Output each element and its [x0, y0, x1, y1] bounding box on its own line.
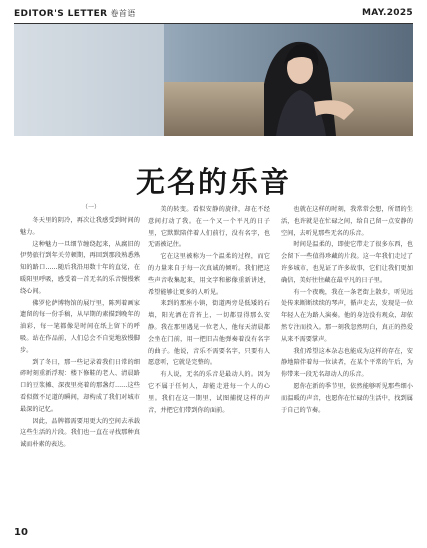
issue-date: MAY.2025 — [362, 8, 413, 18]
paragraph: 时间是温柔的，即使它带走了很多东西，也会留下一些值得珍藏的片段。这一年我们走过了许多城市，也见证了许多故事，它们让我们更加确信，美好往往藏在最平凡的日子里。 — [281, 241, 413, 284]
paragraph: 我们希望这本杂志也能成为这样的存在，安静地陪伴着每一位读者，在某个平常的午后，为你带来一段无名却动人的乐音。 — [281, 347, 413, 379]
section-marker: （一） — [81, 204, 100, 211]
section-label-en: EDITOR'S LETTER — [14, 9, 108, 19]
paragraph: 佛罗伦萨博物馆的展厅里，陈列着画家遗留的每一份手稿，从早期的素描到晚年的油彩，每一笔都像是时间在纸上留下的呼吸。站在作品前，人们总会不自觉地放慢脚步。 — [20, 299, 140, 354]
paragraph: 到了冬日，那一些记录着我们日常的细碎时刻重新浮现：楼下修鞋的老人、清晨路口的豆浆摊、深夜里亮着的那盏灯……这些看似微不足道的瞬间，却构成了我们对城市最深的记忆。 — [20, 358, 140, 413]
page-number: 10 — [14, 527, 28, 538]
paragraph: 美的转变。看似安静的旋律，却在不经意间打动了我。在一个又一个平凡的日子里，它默默陪伴着人们前行，没有名字，也无需被记住。 — [148, 206, 270, 249]
paragraph: 愿你在新的季节里，依然能够听见那些细小而温暖的声音，也愿你在忙碌的生活中，找到属于自己的节奏。 — [281, 382, 413, 414]
paragraph: 有人说，无名的乐音是最动人的。因为它不属于任何人，却能走进每一个人的心里。我们在这一期里，试图捕捉这样的声音，并把它们带到你的面前。 — [148, 371, 270, 414]
paragraph: 它在这里被称为一个温柔的过程，而它的力量来自于每一次真诚的倾听。我们把这些声音收集起来，用文字和影像重新讲述，希望能够让更多的人听见。 — [148, 253, 270, 296]
editor-photo — [14, 24, 413, 136]
paragraph: 有一个夜晚，我在一条老街上散步，听见远处传来断断续续的琴声，循声走去，发现是一位年轻人在为路人演奏。他的身边没有观众，却依然专注而投入。那一刻我忽然明白，真正的热爱从来不需要掌声。 — [281, 288, 413, 343]
section-label-zh: 卷首语 — [110, 9, 136, 18]
portrait-photo-icon — [14, 24, 413, 136]
page-header — [14, 8, 413, 22]
article-column-2 — [148, 204, 270, 416]
magazine-section-label — [14, 8, 136, 19]
paragraph: 也就在这样的时刻，我常常会想，所谓的生活，也许就是在忙碌之间，给自己留一点安静的空间，去听见那些无名的乐音。 — [281, 206, 413, 237]
paragraph: 冬天里的阴冷，再次让我感受到时间的魅力。 — [20, 217, 140, 236]
page-title: 无名的乐音 — [135, 165, 291, 199]
paragraph: 来到的那座小镇，街道两旁是低矮的石墙，阳光洒在青苔上，一切都显得那么安静。我在那里遇见一位老人，他每天清晨都会坐在门前，用一把旧吉他弹奏着没有名字的曲子。他说，音乐不需要名字，只要有人愿意听，它就是完整的。 — [148, 300, 270, 367]
article-column-1 — [20, 215, 140, 451]
article-column-3 — [281, 204, 413, 416]
paragraph: 因此，品牌都需要用更大的空间去承载这些生活的片段。我们也一直在寻找那种真诚而朴素的表达。 — [20, 417, 140, 449]
paragraph: 这种魅力一旦细节缠绕起来，从腐旧的伊势旅行到年关劳顿期，再回到那段熟悉熟知的路口……随后我沿用数十年的直觉，在暖阳里呼吸，感受着一首无名的乐音慢慢萦绕心间。 — [20, 240, 140, 295]
